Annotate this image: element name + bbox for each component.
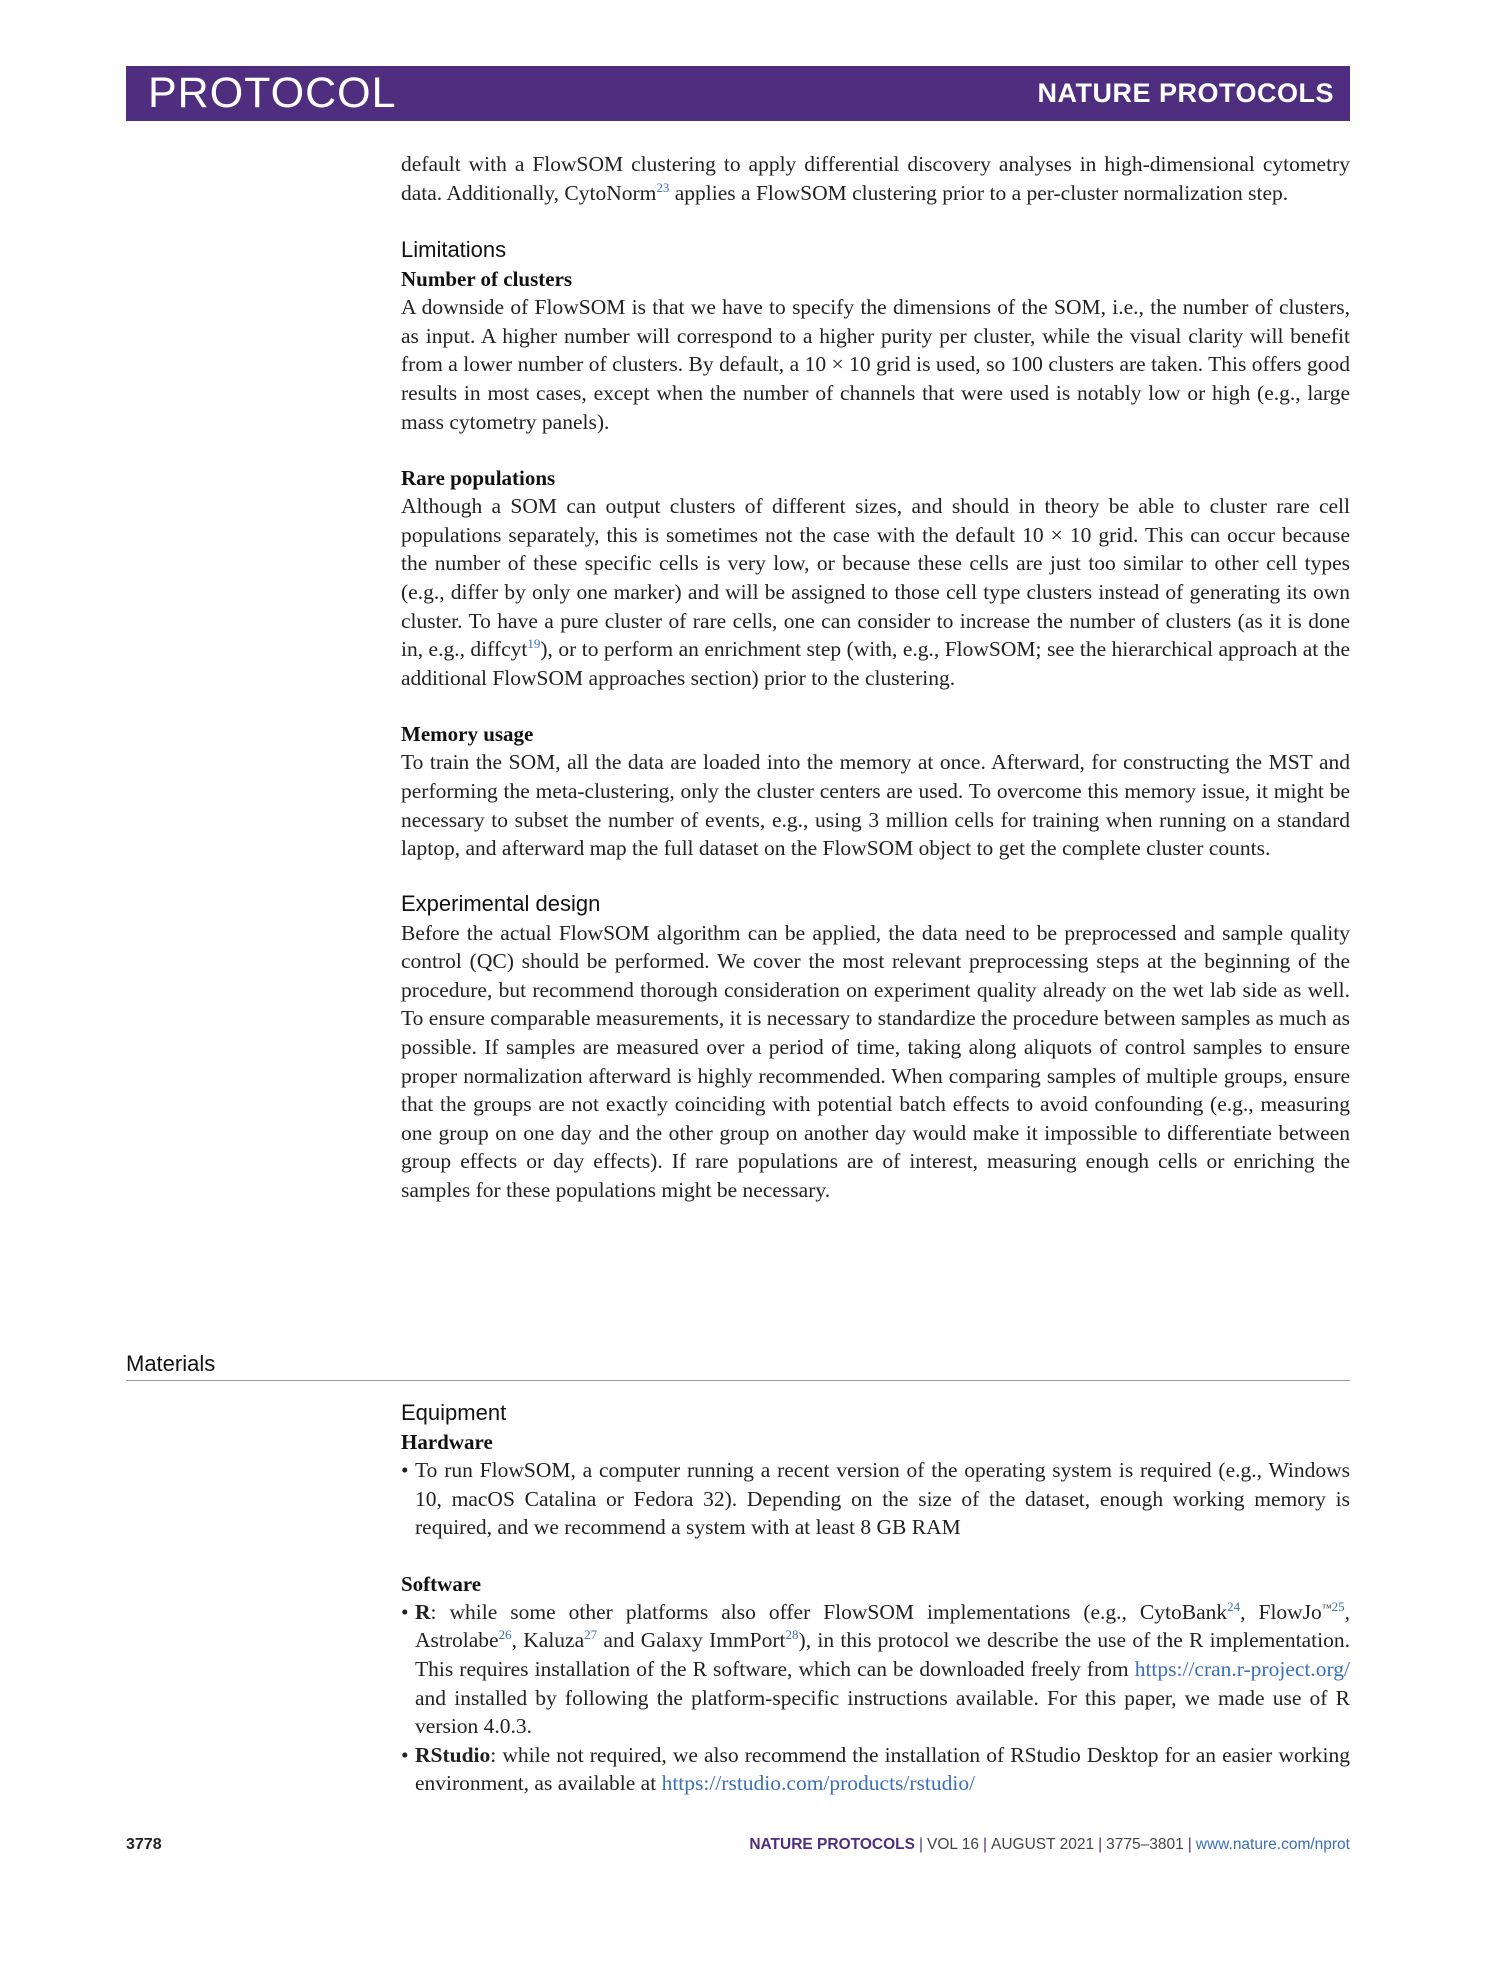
limitations-heading: Limitations [401,237,507,263]
cran-link[interactable]: https://cran.r-project.org/ [1134,1656,1350,1681]
citation-link[interactable]: 26 [498,1627,512,1643]
journal-link[interactable]: www.nature.com/nprot [1195,1836,1350,1853]
materials-column [401,1398,1350,1798]
rstudio-link[interactable]: https://rstudio.com/products/rstudio/ [661,1771,976,1796]
design-heading: Experimental design [401,890,601,916]
page-number: 3778 [126,1836,162,1853]
citation-link[interactable]: 25 [1331,1598,1345,1614]
clusters-paragraph: A downside of FlowSOM is that we have to specify the dimensions of the SOM, i.e., the number of clusters, as input. A higher number will correspond to a higher purity per cluster, while the visual clarity will benefit from a lower number of clusters. By default, a 10 × 10 grid is used, so 100 clusters are taken. This offers good results in most cases, except when the number of channels that were used is notably low or high (e.g., large mass cytometry panels). [401,295,1350,434]
memory-paragraph: To train the SOM, all the data are loaded into the memory at once. Afterward, for constructing the MST and performing the meta-clustering, only the cluster centers are used. To overcome this memory issue, it might be necessary to subset the number of events, e.g., using 3 million cells for training when running on a standard laptop, and afterward map the full dataset on the FlowSOM object to get the complete cluster counts. [401,750,1350,861]
journal-label: NATURE PROTOCOLS [1037,78,1334,108]
citation-link[interactable]: 28 [785,1627,799,1643]
rare-subheading: Rare populations [401,466,556,491]
memory-subheading: Memory usage [401,722,534,747]
section-label: PROTOCOL [148,69,397,117]
citation-link[interactable]: 19 [527,635,541,651]
equipment-heading: Equipment [401,1400,507,1425]
software-subheading: Software [401,1571,482,1596]
citation-link[interactable]: 24 [1227,1598,1241,1614]
footer-citation: NATURE PROTOCOLS | VOL 16 | AUGUST 2021 | 3775–3801 | www.nature.com/nprot [749,1836,1350,1853]
clusters-subheading: Number of clusters [401,267,573,292]
header-bar [126,66,1350,121]
intro-paragraph: default with a FlowSOM clustering to apply differential discovery analyses in high-dimensional cytometry data. Additionally, CytoNorm$^{23}$ applies a FlowSOM clustering prior to a per-cluster normalization step. [401,152,1350,205]
software-bullet-rstudio: • RStudio: while not required, we also recommend the installation of RStudio Desktop for an easier working environment, as available at https://rstudio.com/products/rstudio/ [401,1741,1350,1798]
citation-link[interactable]: 23 [656,179,670,195]
software-bullet-r: • R: while some other platforms also offer FlowSOM implementations (e.g., CytoBank$^{24}$, FlowJo$^{™25}$, Astrolabe$^{26}$, Kaluza$^{27}$ and Galaxy ImmPort$^{28}$), in this protocol we describe the use of the R implementation. This requires installation of the R software, which can be downloaded freely from https://cran.r-project.org/ and installed by following the platform-specific instructions available. For this paper, we made use of R version 4.0.3. [401,1598,1350,1741]
hardware-subheading: Hardware [401,1430,493,1454]
main-column [401,150,1350,1205]
design-paragraph: Before the actual FlowSOM algorithm can be applied, the data need to be preprocessed and sample quality control (QC) should be performed. We cover the most relevant preprocessing steps at the beginning of the procedure, but recommend thorough consideration on experiment quality already on the wet lab side as well. To ensure comparable measurements, it is necessary to standardize the procedure between samples as much as possible. If samples are measured over a period of time, taking along aliquots of control samples to ensure proper normalization afterward is highly recommended. When comparing samples of multiple groups, ensure that the groups are not exactly coinciding with potential batch effects to avoid confounding (e.g., measuring one group on one day and the other group on another day would make it impossible to differentiate between group effects or day effects). If rare populations are of interest, measuring enough cells or enriching the samples for these populations might be necessary. [401,920,1350,1203]
citation-link[interactable]: 27 [584,1627,598,1643]
rare-paragraph: Although a SOM can output clusters of different sizes, and should in theory be able to cluster rare cell populations separately, this is sometimes not the case with the default 10 × 10 grid. This can occur because the number of these specific cells is very low, or because these cells are just too similar to other cell types (e.g., differ by only one marker) and will be assigned to those cell type clusters instead of generating its own cluster. To have a pure cluster of rare cells, one can consider to increase the number of clusters (as it is done in, e.g., diffcyt$^{19}$), or to perform an enrichment step (with, e.g., FlowSOM; see the hierarchical approach at the additional FlowSOM approaches section) prior to the clustering. [401,494,1350,690]
hardware-bullet: • To run FlowSOM, a computer running a recent version of the operating system is required (e.g., Windows 10, macOS Catalina or Fedora 32). Depending on the size of the dataset, enough working memory is required, and we recommend a system with at least 8 GB RAM [401,1456,1350,1542]
materials-heading: Materials [126,1351,1350,1381]
